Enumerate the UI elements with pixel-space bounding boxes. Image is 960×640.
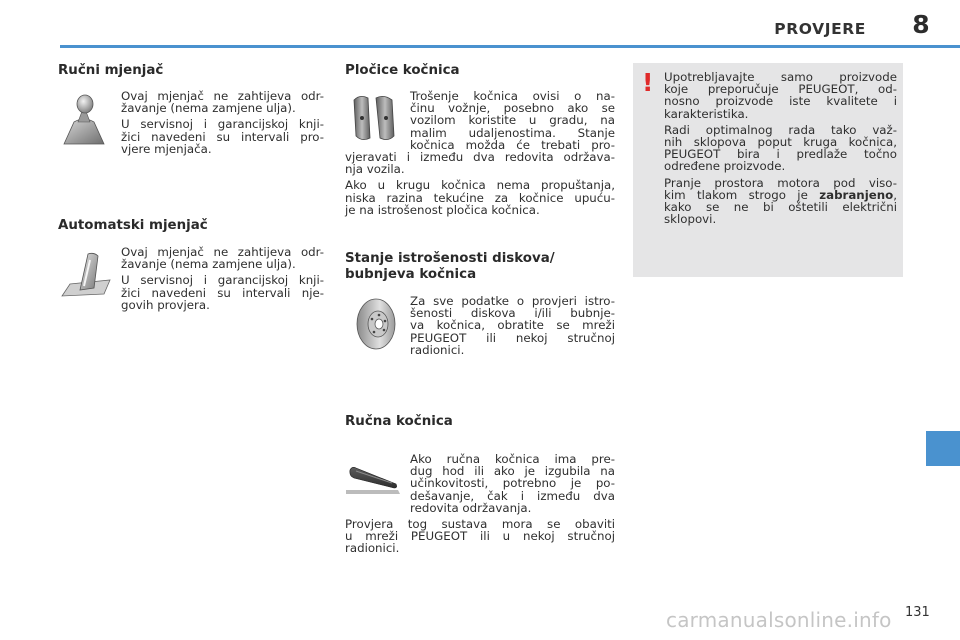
warning-note-text bbox=[664, 71, 897, 225]
text-line: žici navedeni su intervali nje- bbox=[121, 285, 324, 300]
chapter-title: PROVJERE bbox=[774, 20, 866, 38]
text-line: žavanje (nema zamjene ulja). bbox=[121, 257, 296, 272]
handbrake-text bbox=[345, 453, 615, 555]
text-line: Za sve podatke o provjeri istro- bbox=[410, 294, 615, 308]
text-line: dešavanje, čak i između dva bbox=[410, 488, 615, 503]
text-line: Pranje prostora motora pod viso- bbox=[664, 175, 897, 190]
text-line: činu vožnje, posebno ako se bbox=[410, 101, 615, 116]
text-line: je na istrošenost pločica kočnica. bbox=[345, 202, 540, 217]
text-line: nja vozila. bbox=[345, 162, 405, 177]
text-fragment: kim tlakom strogo je bbox=[664, 187, 820, 202]
note-p3 bbox=[664, 177, 897, 226]
text-line: određene proizvode. bbox=[664, 159, 786, 174]
brake-disc-icon bbox=[352, 297, 398, 351]
handbrake-p1 bbox=[345, 453, 615, 514]
text-line: dug hod ili ako je izgubila na bbox=[410, 464, 615, 479]
text-line: Ako ručna kočnica ima pre- bbox=[410, 452, 615, 466]
text-line: vozilom koristite u gradu, na bbox=[410, 113, 615, 128]
heading-line: bubnjeva kočnica bbox=[345, 267, 477, 282]
text-line: PEUGEOT bira i predlaže točno bbox=[664, 147, 897, 162]
text-line: Ovaj mjenjač ne zahtijeva odr- bbox=[121, 245, 324, 259]
brake-pads-text bbox=[345, 90, 615, 216]
text-line: Ako u krugu kočnica nema propuštanja, bbox=[345, 178, 615, 193]
pads-p2 bbox=[345, 179, 615, 216]
text-line: U servisnoj i garancijskoj knji- bbox=[121, 273, 324, 288]
automatic-gearbox-icon bbox=[60, 250, 112, 300]
text-line: niska razina tekućine za kočnice upuću- bbox=[345, 190, 615, 205]
manual-p2 bbox=[121, 118, 324, 155]
text-line: Radi optimalnog rada tako važ- bbox=[664, 122, 897, 137]
chapter-tab[interactable] bbox=[926, 431, 960, 466]
chapter-number: 8 bbox=[912, 10, 930, 39]
brake-discs-heading bbox=[345, 251, 555, 283]
text-line: sklopovi. bbox=[664, 212, 717, 227]
text-line: Provjera tog sustava mora se obaviti bbox=[345, 517, 615, 532]
text-line: kočnica možda će trebati pro- bbox=[410, 137, 615, 152]
text-line: vjere mjenjača. bbox=[121, 141, 212, 156]
discs-p1 bbox=[410, 295, 615, 356]
text-line: radionici. bbox=[345, 541, 400, 556]
heading-line: Stanje istrošenosti diskova/ bbox=[345, 251, 555, 266]
text-line: govih provjera. bbox=[121, 297, 210, 312]
automatic-p2 bbox=[121, 274, 324, 311]
warning-icon: ! bbox=[642, 68, 654, 97]
handbrake-p2 bbox=[345, 518, 615, 555]
text-line: kako se ne bi oštetili električni bbox=[664, 200, 897, 215]
manual-gearbox-heading: Ručni mjenjač bbox=[58, 63, 164, 78]
brake-discs-text bbox=[410, 295, 615, 356]
manual-gearbox-icon bbox=[60, 92, 108, 148]
brake-pads-heading: Pločice kočnica bbox=[345, 63, 460, 78]
text-line: va kočnica, obratite se mreži bbox=[410, 318, 615, 333]
text-line: u mreži PEUGEOT ili u nekoj stručnoj bbox=[345, 529, 615, 544]
text-line: PEUGEOT ili nekoj stručnoj bbox=[410, 330, 615, 345]
text-line: žavanje (nema zamjene ulja). bbox=[121, 101, 296, 116]
text-line: učinkovitosti, potrebno je po- bbox=[410, 476, 615, 491]
text-line: koje preporučuje PEUGEOT, od- bbox=[664, 82, 897, 97]
text-line: karakteristika. bbox=[664, 106, 749, 121]
automatic-gearbox-heading: Automatski mjenjač bbox=[58, 218, 208, 233]
manual-gearbox-text bbox=[121, 90, 324, 155]
text-line: Ovaj mjenjač ne zahtijeva odr- bbox=[121, 89, 324, 103]
text-line: radionici. bbox=[410, 342, 465, 357]
page-number: 131 bbox=[905, 605, 930, 620]
handbrake-heading: Ručna kočnica bbox=[345, 414, 453, 429]
text-line: Upotrebljavajte samo proizvode bbox=[664, 70, 897, 84]
manual-p1 bbox=[121, 90, 324, 114]
text-line: žici navedeni su intervali pro- bbox=[121, 129, 324, 144]
automatic-p1 bbox=[121, 246, 324, 270]
emphasis-text: zabranjeno bbox=[819, 187, 894, 202]
note-p1 bbox=[664, 71, 897, 120]
pads-p1 bbox=[345, 90, 615, 175]
text-line: U servisnoj i garancijskoj knji- bbox=[121, 117, 324, 132]
automatic-gearbox-text bbox=[121, 246, 324, 311]
text-line: malim udaljenostima. Stanje bbox=[410, 125, 615, 140]
text-line: nih sklopova poput kruga kočnica, bbox=[664, 135, 897, 150]
text-line: Trošenje kočnica ovisi o na- bbox=[410, 89, 615, 103]
header-rule bbox=[60, 45, 960, 48]
text-line: šenosti diskova i/ili bubnje- bbox=[410, 306, 615, 321]
text-line: redovita održavanja. bbox=[410, 500, 532, 515]
text-fragment: , bbox=[893, 187, 897, 202]
watermark: carmanualsonline.info bbox=[666, 608, 892, 632]
text-line: vjeravati i između dva redovita održava- bbox=[345, 150, 615, 165]
note-p2 bbox=[664, 124, 897, 173]
text-line: nosno proizvode iste kvalitete i bbox=[664, 94, 897, 109]
